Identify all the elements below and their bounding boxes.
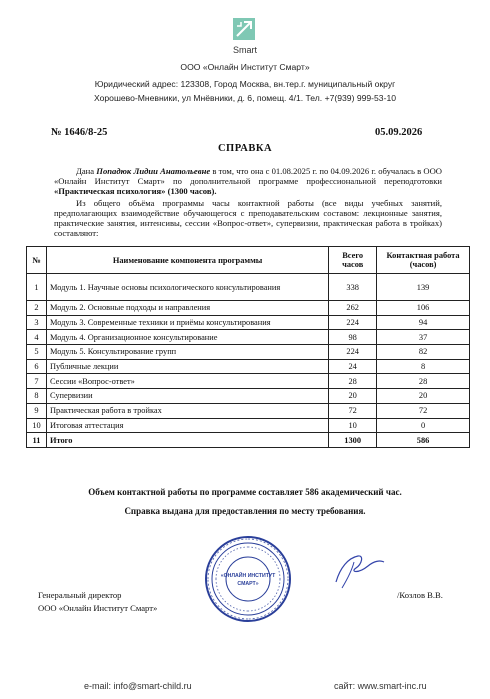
table-row: 8 Супервизии 20 20 bbox=[27, 389, 470, 404]
svg-text:«ОНЛАЙН ИНСТИТУТ: «ОНЛАЙН ИНСТИТУТ bbox=[220, 573, 276, 579]
brand-name: Smart bbox=[232, 45, 257, 55]
table-row: 5 Модуль 5. Консультирование групп 224 82 bbox=[27, 345, 470, 360]
signer-organization: ООО «Онлайн Институт Смарт» bbox=[38, 603, 158, 613]
student-name: Попадюк Лидии Анатольевне bbox=[96, 166, 211, 176]
document-date: 05.09.2026 bbox=[375, 127, 423, 138]
company-logo bbox=[233, 18, 255, 40]
contact-hours-summary: Объем контактной работы по программе составляет 586 академический час. bbox=[88, 487, 402, 497]
company-stamp bbox=[204, 535, 292, 623]
signer-position: Генеральный директор bbox=[38, 590, 122, 600]
table-header-row bbox=[27, 247, 470, 274]
handwritten-signature bbox=[328, 548, 388, 592]
document-title: СПРАВКА bbox=[217, 143, 273, 154]
table-row: 3 Модуль 3. Современные техники и приёмы консультирования 224 94 bbox=[27, 315, 470, 330]
paragraph-2: Из общего объёма программы часы контактной работы (все виды учебных занятий, предполагающих взаимодействие обучающегося с преподавательским составом: лекционные занятия, практические занятия, интенсивы, сессии «Вопрос-ответ», супервизии, практическая работа в тройках) составляют: bbox=[54, 198, 442, 238]
paragraph-1: Дана Попадюк Лидии Анатольевне в том, что она с 01.08.2025 г. по 04.09.2026 г. обучалась в ООО «Онлайн Институт Смарт» по дополнительной программе профессиональной переподготовки «Практическая психология» (1300 часов). bbox=[54, 166, 442, 196]
table-row: 9 Практическая работа в тройках 72 72 bbox=[27, 403, 470, 418]
svg-text:СМАРТ»: СМАРТ» bbox=[237, 581, 259, 587]
program-name: «Практическая психология» (1300 часов). bbox=[54, 186, 217, 196]
signer-name: /Козлов В.В. bbox=[397, 590, 443, 600]
table-row: 6 Публичные лекции 24 8 bbox=[27, 359, 470, 374]
footer-website: сайт: www.smart-inc.ru bbox=[334, 681, 427, 691]
hours-table bbox=[26, 246, 470, 448]
footer-email: e-mail: info@smart-child.ru bbox=[84, 681, 192, 691]
header-total: Всего часов bbox=[329, 247, 377, 274]
header-contact: Контактная работа (часов) bbox=[377, 247, 470, 274]
org-name: ООО «Онлайн Институт Смарт» bbox=[180, 62, 310, 72]
address-line-1: Юридический адрес: 123308, Город Москва, вн.тер.г. муниципальный округ bbox=[94, 79, 396, 89]
purpose-statement: Справка выдана для предоставления по месту требования. bbox=[124, 506, 366, 516]
table-total-row: 11 Итого 1300 586 bbox=[27, 433, 470, 448]
header-name: Наименование компонента программы bbox=[46, 247, 328, 274]
address-line-2: Хорошево-Мневники, ул Мнёвники, д. 6, помещ. 4/1. Тел. +7(939) 999-53-10 bbox=[93, 93, 397, 103]
header-num: № bbox=[27, 247, 47, 274]
table-row: 10 Итоговая аттестация 10 0 bbox=[27, 418, 470, 433]
table-row: 7 Сессии «Вопрос-ответ» 28 28 bbox=[27, 374, 470, 389]
table-row: 1 Модуль 1. Научные основы психологического консультирования 338 139 bbox=[27, 274, 470, 301]
table-row: 2 Модуль 2. Основные подходы и направления 262 106 bbox=[27, 301, 470, 316]
table-row: 4 Модуль 4. Организационное консультирование 98 37 bbox=[27, 330, 470, 345]
document-number: № 1646/8-25 bbox=[51, 127, 108, 138]
